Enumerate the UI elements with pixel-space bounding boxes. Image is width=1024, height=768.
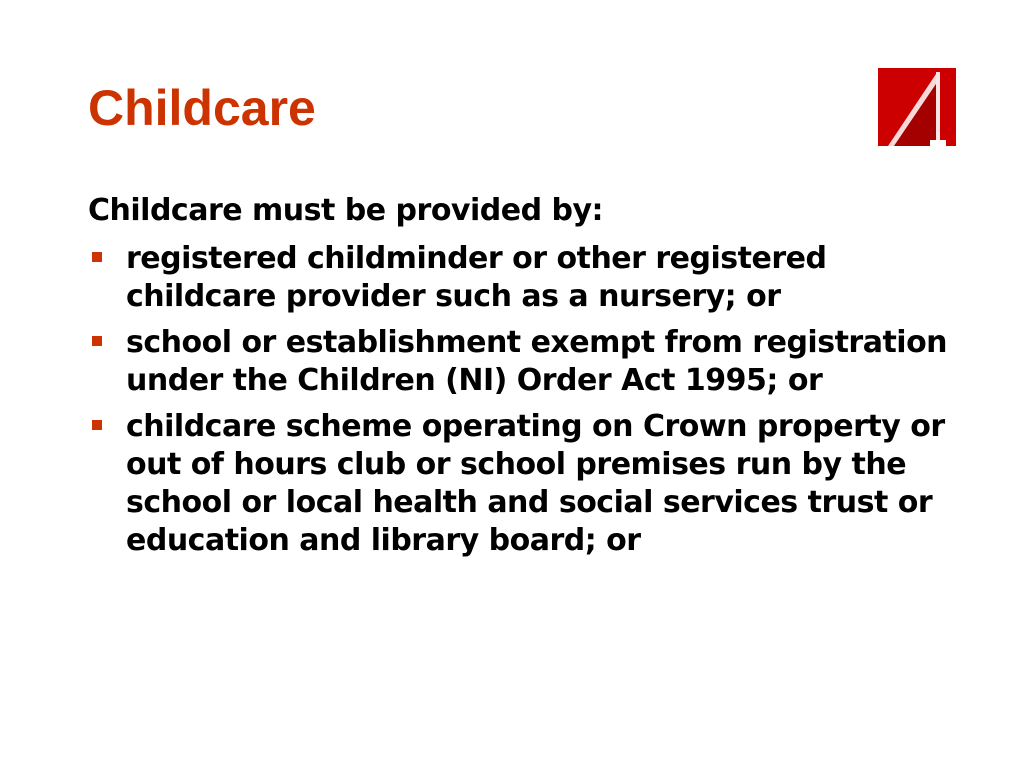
bullet-text: childcare scheme operating on Crown property or out of hours club or school premises run by the school or local health and social services trust or education and library board; or	[126, 409, 945, 558]
bullet-square-icon	[92, 252, 102, 262]
intro-text: Childcare must be provided by:	[88, 193, 604, 228]
bullet-text: school or establishment exempt from registration under the Children (NI) Order Act 1995; or	[126, 325, 948, 398]
list-item	[88, 324, 968, 400]
bullet-text: registered childminder or other registered childcare provider such as a nursery; or	[126, 241, 827, 314]
bullet-list	[88, 240, 968, 560]
bullet-square-icon	[92, 420, 102, 430]
slide-title: Childcare	[88, 80, 316, 136]
list-item	[88, 408, 968, 560]
bullet-square-icon	[92, 336, 102, 346]
list-item	[88, 240, 968, 316]
number-4-logo-icon	[878, 68, 956, 146]
slide-body	[88, 192, 968, 568]
